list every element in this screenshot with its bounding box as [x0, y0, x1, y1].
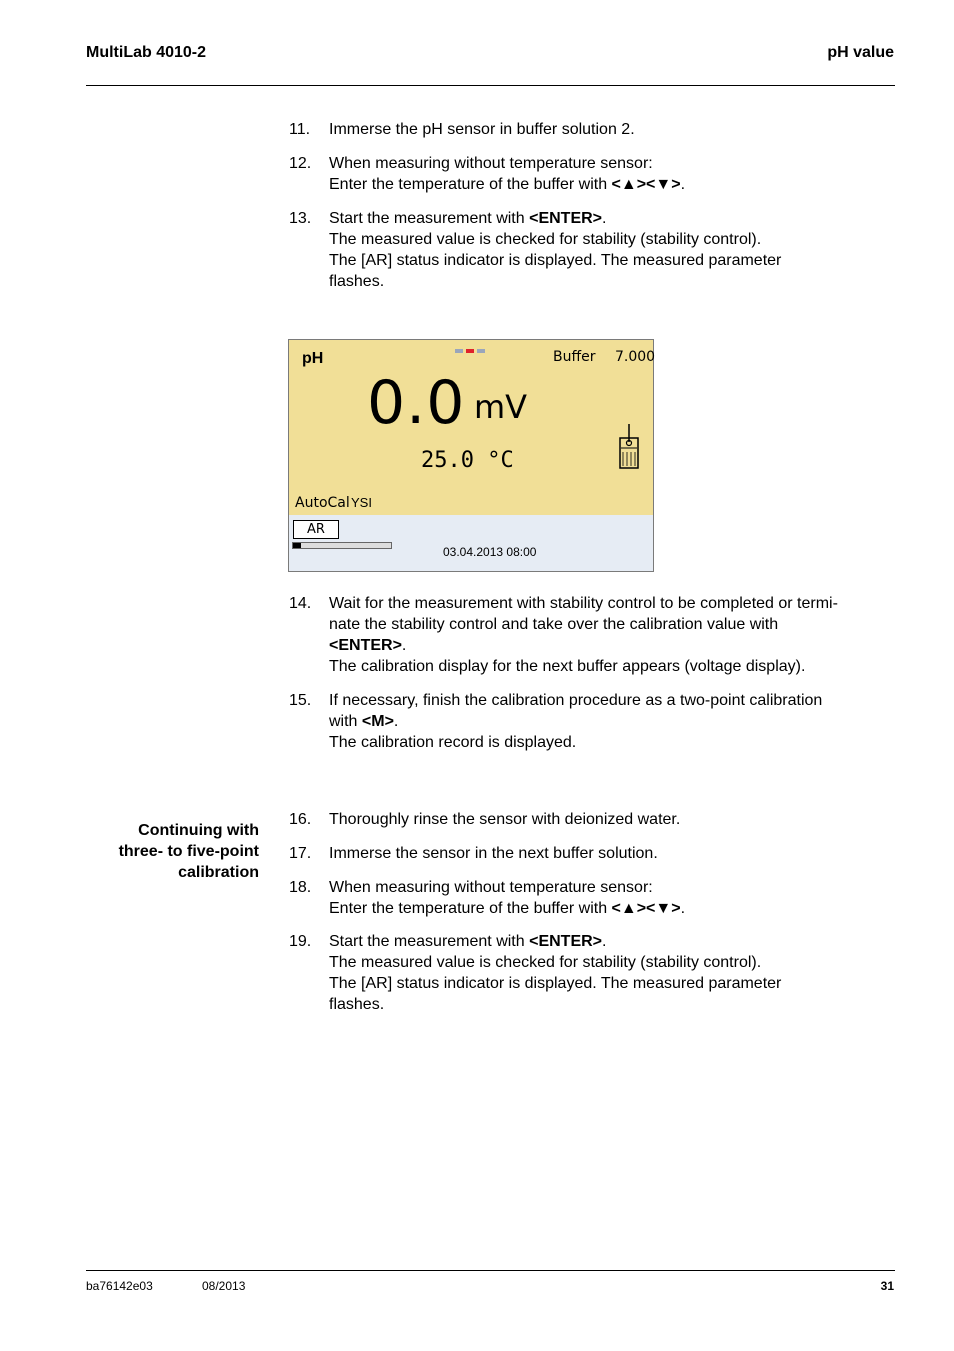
instruction-step	[289, 877, 889, 919]
step-number: 18.	[289, 879, 312, 896]
step-text	[329, 119, 889, 140]
instruction-step	[289, 843, 889, 864]
screen-unit: mV	[474, 388, 528, 426]
step-line-text: nate the stability control and take over the calibration value with	[329, 616, 779, 633]
instruction-step	[289, 809, 889, 830]
step-number: 17.	[289, 845, 312, 862]
step-line-text: If necessary, finish the calibration procedure as a two-point calibration	[329, 692, 823, 709]
step-text	[329, 690, 889, 753]
screen-buffer-value: 7.000	[615, 349, 656, 365]
step-line	[329, 690, 889, 711]
instruction-step	[289, 153, 889, 195]
step-line	[329, 877, 889, 898]
step-line-text: The calibration record is displayed.	[329, 734, 577, 751]
step-line	[329, 271, 889, 292]
key-name: <ENTER>	[529, 210, 603, 227]
step-number: 16.	[289, 811, 312, 828]
step-line	[329, 635, 889, 656]
step-line-text: Immerse the pH sensor in buffer solution 2.	[329, 121, 635, 138]
step-line-text: Thoroughly rinse the sensor with deionized water.	[329, 811, 681, 828]
step-line	[329, 711, 889, 732]
side-heading-line: three- to five-point	[118, 843, 259, 860]
instruction-step	[289, 690, 889, 753]
beaker-sensor-icon	[617, 422, 641, 470]
step-line	[329, 153, 889, 174]
step-line-suffix: .	[401, 637, 407, 654]
side-heading	[59, 820, 259, 883]
step-line-text: The calibration display for the next buffer appears (voltage display).	[329, 658, 806, 675]
step-number: 11.	[289, 121, 311, 138]
screen-autocal: AutoCal	[295, 495, 350, 511]
step-line-text: Immerse the sensor in the next buffer solution.	[329, 845, 658, 862]
step-number: 15.	[289, 692, 312, 709]
step-line-suffix: .	[602, 933, 607, 950]
step-line-text: flashes.	[329, 273, 385, 290]
key-name: <ENTER>	[529, 933, 603, 950]
instruction-step	[289, 593, 889, 677]
step-line-suffix: .	[393, 713, 399, 730]
step-text	[329, 809, 889, 830]
step-line-suffix: .	[680, 900, 686, 917]
instruction-step	[289, 119, 889, 140]
screen-buffer-label: Buffer	[553, 349, 596, 365]
footer-page-number: 31	[880, 1279, 894, 1293]
step-line	[329, 809, 889, 830]
step-line	[329, 952, 889, 973]
step-line	[329, 898, 889, 919]
step-line	[329, 250, 889, 271]
step-text	[329, 153, 889, 195]
status-dots	[455, 340, 488, 344]
step-line-suffix: .	[680, 176, 686, 193]
step-number: 14.	[289, 595, 312, 612]
step-line	[329, 593, 889, 614]
step-line	[329, 931, 889, 952]
side-heading-line: Continuing with	[138, 822, 259, 839]
step-line	[329, 973, 889, 994]
key-name: <ENTER>	[329, 637, 402, 654]
step-line-text: When measuring without temperature sensor:	[329, 155, 653, 172]
screen-datetime: 03.04.2013 08:00	[443, 545, 537, 559]
step-line-text: The measured value is checked for stability (stability control).	[329, 954, 762, 971]
step-line-text: When measuring without temperature sensor:	[329, 879, 653, 896]
step-line	[329, 229, 889, 250]
step-line	[329, 614, 889, 635]
side-heading-line: calibration	[178, 864, 259, 881]
status-indicator-ar: AR	[293, 520, 339, 539]
footer-date: 08/2013	[202, 1279, 246, 1293]
step-text	[329, 931, 889, 1015]
page-header-section: pH value	[827, 44, 894, 61]
footer-doc-id: ba76142e03	[86, 1279, 153, 1293]
key-name: <▲><▼>	[611, 900, 681, 917]
step-text	[329, 593, 889, 677]
step-line	[329, 656, 889, 677]
progress-fill	[293, 543, 301, 548]
step-line	[329, 994, 889, 1015]
key-name: <▲><▼>	[611, 176, 681, 193]
instruction-step	[289, 208, 889, 292]
footer-rule	[86, 1270, 895, 1271]
device-screen	[288, 339, 654, 572]
step-number: 13.	[289, 210, 312, 227]
step-line	[329, 119, 889, 140]
step-text	[329, 208, 889, 292]
step-line-text: flashes.	[329, 996, 385, 1013]
step-text	[329, 843, 889, 864]
step-line-text: Enter the temperature of the buffer with	[329, 176, 612, 193]
step-line	[329, 843, 889, 864]
step-text	[329, 877, 889, 919]
step-line	[329, 208, 889, 229]
step-number: 12.	[289, 155, 312, 172]
key-name: <M>	[361, 713, 394, 730]
step-line-text: The [AR] status indicator is displayed. The measured parameter	[329, 975, 782, 992]
step-line-text: Wait for the measurement with stability control to be completed or termi-	[329, 595, 838, 612]
step-line-text: Start the measurement with	[329, 210, 530, 227]
header-rule	[86, 85, 895, 86]
step-line	[329, 732, 889, 753]
stability-progress-bar	[292, 542, 392, 549]
screen-manufacturer: YSI	[351, 495, 372, 510]
screen-param: pH	[302, 350, 324, 367]
step-line-text: The measured value is checked for stability (stability control).	[329, 231, 762, 248]
screen-temperature: 25.0 °C	[421, 448, 514, 473]
step-number: 19.	[289, 933, 312, 950]
step-line-text: Enter the temperature of the buffer with	[329, 900, 612, 917]
instruction-step	[289, 931, 889, 1015]
screen-value: 0.0	[367, 368, 466, 438]
step-line-text: The [AR] status indicator is displayed. The measured parameter	[329, 252, 782, 269]
page-header-title: MultiLab 4010-2	[86, 44, 207, 61]
step-line-text: with	[329, 713, 362, 730]
step-line-suffix: .	[602, 210, 607, 227]
step-line	[329, 174, 889, 195]
step-line-text: Start the measurement with	[329, 933, 530, 950]
